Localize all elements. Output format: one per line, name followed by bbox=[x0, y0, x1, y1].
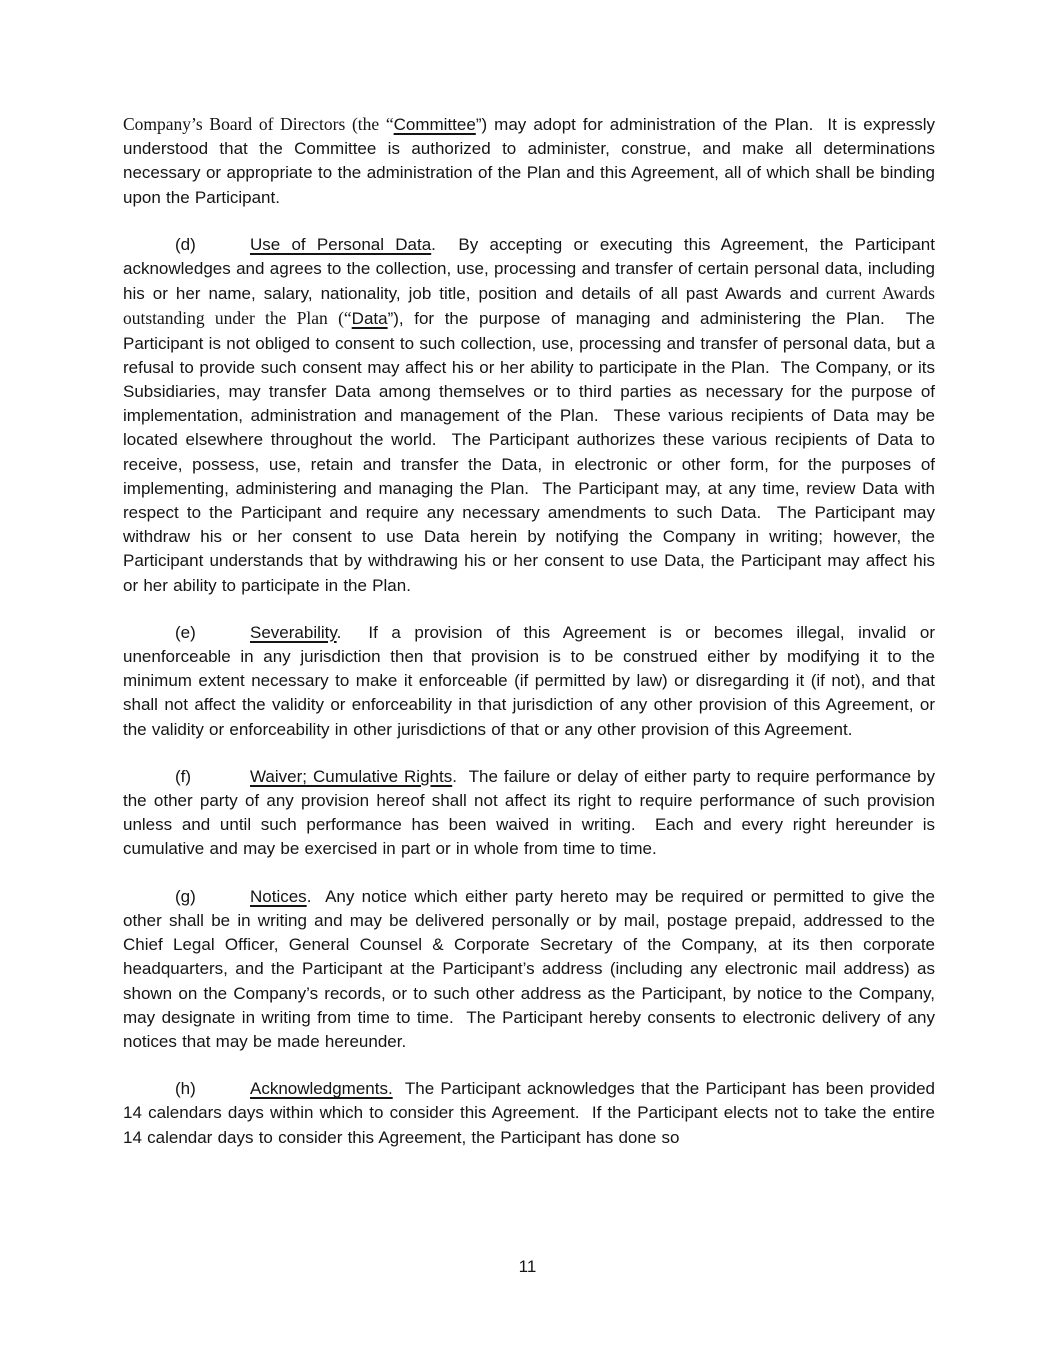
underlined-term: Use of Personal Data bbox=[250, 234, 432, 254]
text-run: . If a provision of this Agreement is or becomes illegal, invalid or unenforceable in any jurisdiction then that provision is to be construed either by modifying it to the minimum extent necessary to make it enforceable (if permitted by law) or disregarding it (if not), and that shall not affect the validity or enforceability in that jurisdiction of any other provision of this Agreement, or the validity or enforceability in other jurisdictions of that or any other provision of this Agreement. bbox=[123, 622, 935, 739]
paragraph-intro bbox=[123, 112, 935, 210]
paragraph-f bbox=[123, 765, 935, 862]
paragraph-label-e: (e) bbox=[175, 622, 196, 642]
page-number: 11 bbox=[518, 1257, 537, 1276]
paragraph-label-d: (d) bbox=[175, 234, 196, 254]
text-run: ”) may adopt for administration of the Plan. It is expressly understood that the Committee is authorized to administer, construe, and make all determinations necessary or appropriate to the administration of the Plan and this Agreement, all of which shall be binding upon the Participant. bbox=[123, 115, 935, 207]
underlined-term: Waiver; Cumulative Rights bbox=[250, 766, 453, 786]
text-run: current Awards outstanding under the Plan (“ bbox=[123, 283, 935, 329]
paragraph-label-f: (f) bbox=[175, 766, 192, 786]
underlined-term: Committee bbox=[393, 115, 476, 134]
text-run: . By accepting or executing this Agreement, the Participant acknowledges and agrees to the collection, use, processing and transfer of certain personal data, including his or her name, salary, nationality, job title, position and details of all past Awards and bbox=[123, 234, 935, 304]
underlined-term: Acknowledgments. bbox=[250, 1079, 393, 1099]
underlined-term: Severability bbox=[250, 622, 337, 642]
text-run: . The failure or delay of either party to require performance by the other party of any provision hereof shall not affect its right to require performance of such provision unless and until such performance has been waived in writing. Each and every right hereunder is cumulative and may be exercised in part or in whole from time to time. bbox=[123, 766, 935, 859]
underlined-term: Notices bbox=[250, 886, 307, 906]
paragraph-e bbox=[123, 621, 935, 742]
paragraph-d bbox=[123, 233, 935, 598]
paragraph-h bbox=[123, 1077, 935, 1150]
text-run: ”), for the purpose of managing and administering the Plan. The Participant is not obliged to consent to such collection, use, processing and transfer of personal data, but a refusal to provide such consent may affect his or her ability to participate in the Plan. The Company, or its Subsidiaries, may transfer Data among themselves or to third parties as necessary for the purpose of implementation, administration and management of the Plan. These various recipients of Data may be located elsewhere throughout the world. The Participant authorizes these various recipients of Data to receive, possess, use, retain and transfer the Data, in electronic or other form, for the purposes of implementing, administering and managing the Plan. The Participant may, at any time, review Data with respect to the Participant and require any necessary amendments to such Data. The Participant may withdraw his or her consent to use Data herein by notifying the Company in writing; however, the Participant understands that by withdrawing his or her consent to use Data, the Participant may affect his or her ability to participate in the Plan. bbox=[123, 309, 935, 595]
paragraph-label-h: (h) bbox=[175, 1079, 196, 1099]
paragraph-g bbox=[123, 885, 935, 1054]
paragraph-label-g: (g) bbox=[175, 886, 196, 906]
text-run: The Participant acknowledges that the Participant has been provided 14 calendars days within which to consider this Agreement. If the Participant elects not to take the entire 14 calendar days to consider this Agreement, the Participant has done so bbox=[123, 1079, 935, 1147]
underlined-term: Data bbox=[351, 309, 388, 329]
document-body bbox=[123, 112, 935, 1173]
text-run: Company’s Board of Directors (the “ bbox=[123, 114, 394, 134]
text-run: . Any notice which either party hereto may be required or permitted to give the other shall be in writing and may be delivered personally or by mail, postage prepaid, addressed to the Chief Legal Officer, General Counsel & Corporate Secretary of the Company, at its then corporate headquarters, and the Participant at the Participant’s address (including any electronic mail address) as shown on the Company’s records, or to such other address as the Participant, by notice to the Company, may designate in writing from time to time. The Participant hereby consents to electronic delivery of any notices that may be made hereunder. bbox=[123, 886, 935, 1051]
